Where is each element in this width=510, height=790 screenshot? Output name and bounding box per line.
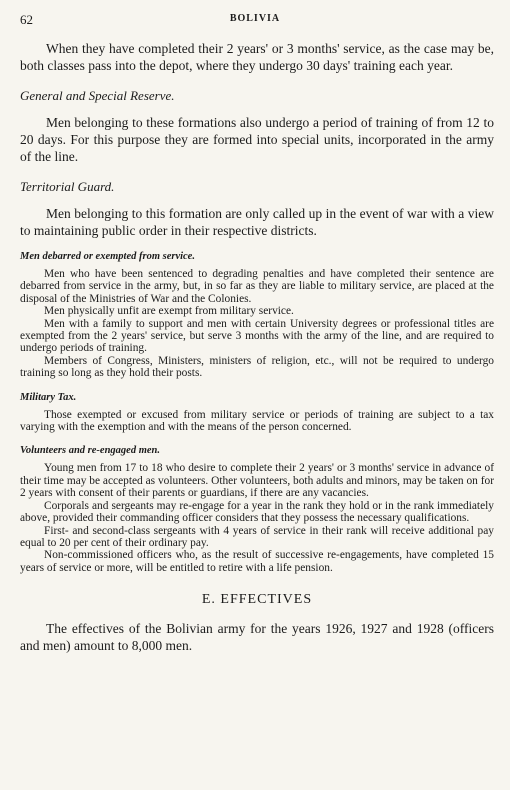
effectives-paragraph: The effectives of the Bolivian army for the years 1926, 1927 and 1928 (officers and men) amount to 8,000 men. bbox=[20, 621, 494, 654]
debarred-paragraph: Men who have been sentenced to degrading penalties and have completed their sentence are debarred from service in the army, but, in so far as they are liable to military service, are placed at the disposal of the Ministries of War and the Colonies. bbox=[20, 268, 494, 305]
running-head: BOLIVIA bbox=[229, 13, 281, 24]
military-tax-paragraph: Those exempted or excused from military service or periods of training are subject to a tax varying with the exemption and with the means of the person concerned. bbox=[20, 408, 494, 434]
volunteers-paragraph: Non-commissioned officers who, as the result of successive re-engagements, have completed 15 years of service or more, will be entitled to retire with a life pension. bbox=[20, 549, 494, 574]
volunteers-paragraph: Corporals and sergeants may re-engage for a year in the rank they hold or in the rank immediately above, provided their commanding officer considers that they possess the necessary qualifications. bbox=[20, 499, 494, 525]
volunteers-paragraph: First- and second-class sergeants with 4 years of service in their rank will receive additional pay equal to 20 per cent of their ordinary pay. bbox=[20, 524, 494, 549]
volunteers-heading: Volunteers and re-engaged men. bbox=[20, 445, 161, 457]
page-content bbox=[20, 40, 494, 654]
debarred-paragraph: Men physically unfit are exempt from military service. bbox=[44, 305, 294, 318]
debarred-heading: Men debarred or exempted from service. bbox=[20, 251, 195, 262]
military-tax-heading: Military Tax. bbox=[20, 391, 77, 403]
debarred-paragraph: Members of Congress, Ministers, ministers of religion, etc., will not be required to undergo training so long as they hold their posts. bbox=[20, 354, 494, 380]
territorial-guard-paragraph: Men belonging to this formation are only called up in the event of war with a view to maintaining public order in their respective districts. bbox=[20, 206, 494, 238]
territorial-guard-heading: Territorial Guard. bbox=[20, 179, 115, 194]
page-header bbox=[20, 12, 490, 30]
general-reserve-paragraph: Men belonging to these formations also undergo a period of training of from 12 to 20 days. For this purpose they are formed into special units, incorporated in the army of the line. bbox=[20, 115, 494, 164]
intro-paragraph: When they have completed their 2 years' or 3 months' service, as the case may be, both classes pass into the depot, where they undergo 30 days' training each year. bbox=[20, 41, 494, 73]
effectives-heading: E. EFFECTIVES bbox=[201, 592, 313, 608]
page-number: 62 bbox=[20, 12, 33, 27]
debarred-paragraph: Men with a family to support and men with certain University degrees or professional titles are exempted from the 2 years' service, but serve 3 months with the army of the line, and are required to undergo periods of training. bbox=[20, 317, 494, 355]
volunteers-paragraph: Young men from 17 to 18 who desire to complete their 2 years' or 3 months' service in advance of their time may be accepted as volunteers. Other volunteers, both adults and minors, may be taken on for 2 years with consent of their parents or guardians, if there are any vacancies. bbox=[20, 462, 494, 500]
general-reserve-heading: General and Special Reserve. bbox=[20, 88, 175, 103]
